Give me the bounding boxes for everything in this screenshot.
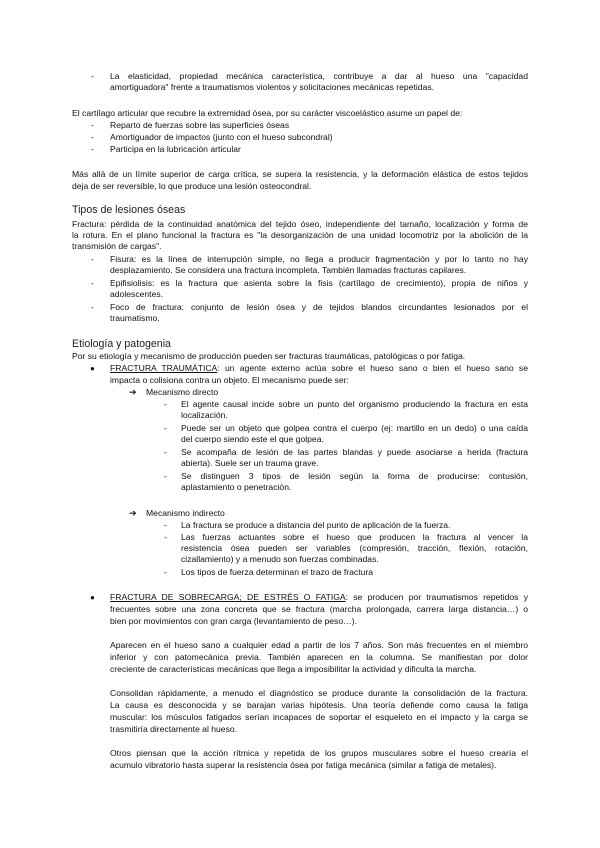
fracture-definition-line-3: transmisión de cargas".: [72, 241, 162, 251]
cartilage-item: Reparto de fuerzas sobre las superficies óseas: [110, 120, 290, 130]
dash-bullet: -: [91, 144, 94, 154]
overload-title: FRACTURA DE SOBRECARGA; DE ESTRÉS O FATIGA: [110, 592, 346, 602]
fracture-definition-line-1: Fractura: pérdida de la continuidad anatómica del tejido óseo, independiente del tamaño, localización y forma de: [72, 219, 528, 229]
traumatic-line-1: [110, 363, 528, 374]
round-bullet: ●: [90, 364, 95, 373]
dash-bullet: -: [91, 71, 94, 81]
dash-bullet: -: [91, 254, 94, 264]
traumatic-text: : un agente externo actúa sobre el hueso sano o bien el hueso sano se: [217, 363, 528, 373]
direct-item-line-2: aplastamiento o penetración.: [181, 482, 292, 492]
indirect-item-line-1: Las fuerzas actuantes sobre el hueso que producen la fractura al vencer la: [181, 532, 528, 542]
dash-bullet: -: [91, 132, 94, 142]
overload-p3-line-2: acumulo vibratorio hasta superar la resistencia ósea por fatiga mecánica (similar a fatiga de metales).: [110, 760, 497, 770]
dash-bullet: -: [91, 302, 94, 312]
overload-p2-line-1: Consolidan rápidamente, a menudo el diagnóstico se produce durante la consolidación de la fractura.: [110, 688, 528, 698]
arrow-bullet: ➔: [129, 387, 137, 397]
direct-item-line-2: abierta). Suele ser un trauma grave.: [181, 458, 319, 468]
direct-item-line-1: Se distinguen 3 tipos de lesión según la forma de producirse: contusión,: [181, 471, 528, 481]
limit-line-1: Más allá de un límite superior de carga crítica, se supera la resistencia, y la deformación elástica de estos tejidos: [72, 169, 528, 179]
dash-bullet: -: [91, 120, 94, 130]
section-heading-types: Tipos de lesiones óseas: [72, 204, 186, 216]
overload-line-1: [110, 592, 528, 603]
overload-p1-line-1: Aparecen en el hueso sano a cualquier edad a partir de los 7 años. Son más frecuentes en el miembro: [110, 640, 528, 650]
overload-line-3: bien por movimientos con gran carga (levantamiento de peso…).: [110, 616, 357, 626]
dash-bullet: -: [91, 278, 94, 288]
indirect-item-line-1: La fractura se produce a distancia del punto de aplicación de la fuerza.: [181, 520, 451, 530]
dash-bullet: -: [164, 567, 167, 577]
direct-item-line-2: localización.: [181, 410, 228, 420]
fracture-definition-line-2: la rotura. En el plano funcional la fractura es "la desorganización de una unidad locomotriz por la abolición de la: [72, 230, 528, 240]
traumatic-title: FRACTURA TRAUMÁTICA: [110, 363, 218, 373]
overload-p2-line-2: La causa es desconocida y se barajan varias hipótesis. Una teoría defiende como causa la fatiga: [110, 700, 528, 710]
direct-mechanism-label: Mecanismo directo: [146, 387, 219, 397]
indirect-item-line-3: cizallamiento) y a menudo son fuerzas combinadas.: [181, 554, 379, 564]
cartilage-intro: El cartílago articular que recubre la extremidad ósea, por su carácter viscoelástico asume un papel de:: [72, 108, 463, 118]
traumatic-line-2: impacta o colisiona contra un objeto. El mecanismo puede ser:: [110, 375, 349, 385]
elasticity-line-1: La elasticidad, propiedad mecánica característica, contribuye a dar al hueso una "capacidad: [110, 71, 528, 81]
indirect-item-line-2: resistencia ósea pueden ser variables (compresión, tracción, flexión, rotación,: [181, 543, 528, 553]
cartilage-item: Amortiguador de impactos (junto con el hueso subcondral): [110, 132, 333, 142]
indirect-mechanism-label: Mecanismo indirecto: [146, 508, 225, 518]
dash-bullet: -: [164, 532, 167, 542]
indirect-item-line-1: Los tipos de fuerza determinan el trazo de fractura: [181, 567, 374, 577]
types-item-line-2: desplazamiento. Se considera una fractura incompleta. También llamadas fracturas capilares.: [110, 265, 467, 275]
dash-bullet: -: [164, 520, 167, 530]
direct-item-line-1: El agente causal incide sobre un punto del organismo produciendo la fractura en esta: [181, 399, 528, 409]
dash-bullet: -: [164, 471, 167, 481]
arrow-bullet: ➔: [129, 508, 137, 518]
types-item-line-1: Epifisiolisis: es la fractura que asienta sobre la fisis (cartílago de crecimiento), propia de niños y: [110, 278, 528, 288]
types-item-line-1: Fisura: es la línea de interrupción simple, no llega a producir fragmentación y por lo tanto no hay: [110, 254, 528, 264]
dash-bullet: -: [164, 447, 167, 457]
limit-line-2: deja de ser reversible, lo que produce una lesión osteocondral.: [72, 181, 312, 191]
direct-item-line-2: del cuerpo siendo este el que golpea.: [181, 434, 324, 444]
overload-p3-line-1: Otros piensan que la acción rítmica y repetida de los grupos musculares sobre el hueso crearía el: [110, 748, 528, 758]
types-item-line-2: traumatismo.: [110, 313, 160, 323]
round-bullet: ●: [90, 593, 95, 602]
types-item-line-2: adolescentes.: [110, 289, 164, 299]
overload-p2-line-3: muscular: los músculos fatigados serían incapaces de soportar el esqueleto en el impacto y la carga se: [110, 712, 528, 722]
overload-p2-line-4: trasmitiría directamente al hueso.: [110, 724, 238, 734]
types-item-line-1: Foco de fractura: conjunto de lesión ósea y de tejidos blandos circundantes lesionados por el: [110, 302, 528, 312]
overload-p1-line-3: creciente de características mecánicas que llega a imposibilitar la actividad y dificulta la marcha.: [110, 664, 477, 674]
etiology-intro: Por su etiología y mecanismo de producción pueden ser fracturas traumáticas, patológicas o por fatiga.: [72, 351, 466, 361]
overload-line-2: frecuentes sobre una zona concreta que se fractura (marcha prolongada, carrera larga distancia…) o: [110, 604, 528, 614]
overload-text: : se producen por traumatismos repetidos y: [345, 592, 528, 602]
direct-item-line-1: Puede ser un objeto que golpea contra el cuerpo (ej: martillo en un dedo) o una caída: [181, 423, 528, 433]
direct-item-line-1: Se acompaña de lesión de las partes blandas y puede asociarse a herida (fractura: [181, 447, 528, 457]
elasticity-line-2: amortiguadora" frente a traumatismos violentos y solicitaciones mecánicas repetidas.: [110, 82, 435, 92]
cartilage-item: Participa en la lubricación articular: [110, 144, 241, 154]
section-heading-etiology: Etiología y patogenia: [72, 338, 171, 350]
overload-p1-line-2: inferior y con patomecánica previa. También aparecen en la columna. Se manifiestan por dolor: [110, 652, 528, 662]
dash-bullet: -: [164, 423, 167, 433]
dash-bullet: -: [164, 399, 167, 409]
